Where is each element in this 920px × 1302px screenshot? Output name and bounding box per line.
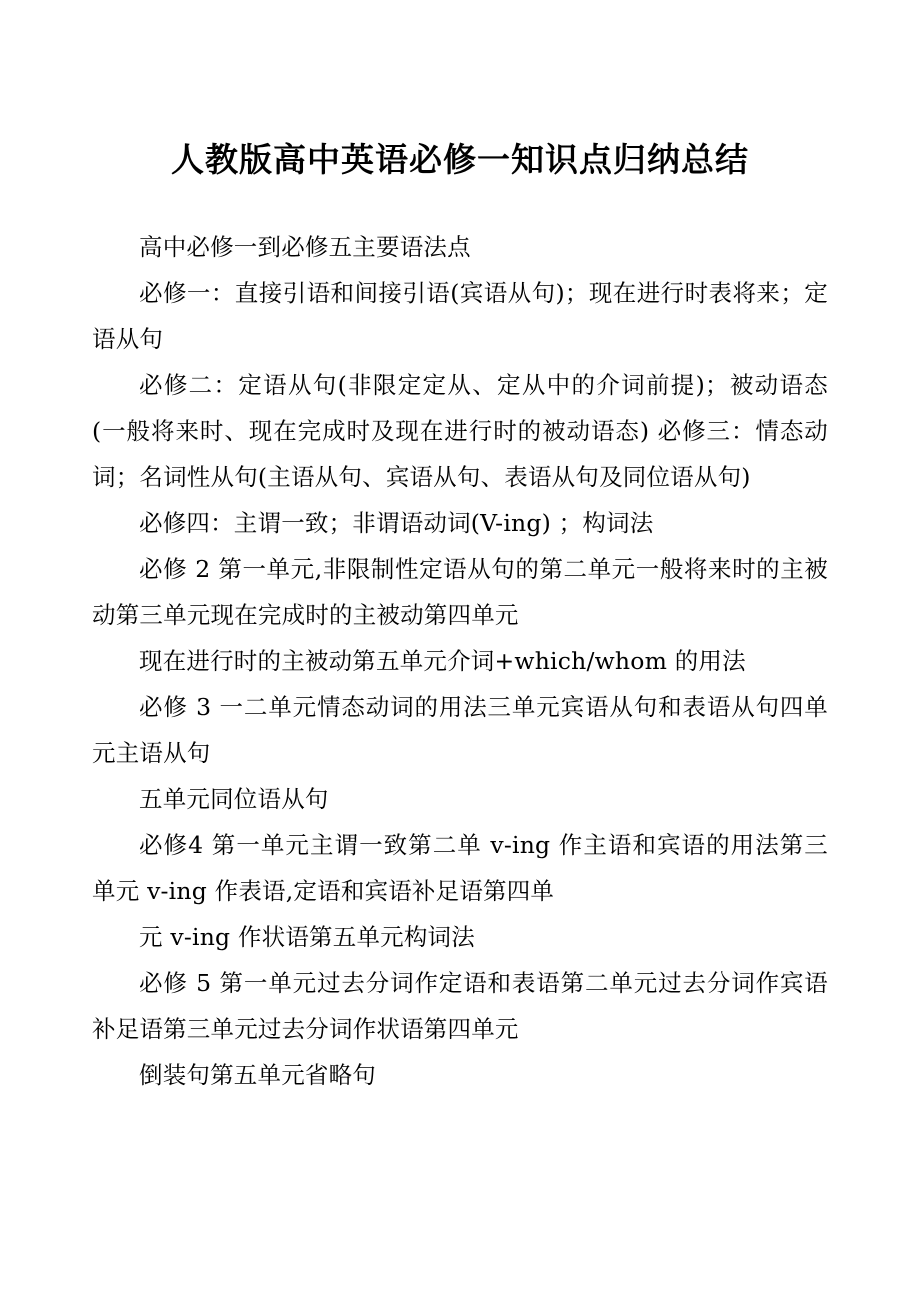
paragraph: 倒装句第五单元省略句 — [139, 1060, 376, 1089]
page-title: 人教版高中英语必修一知识点归纳总结 — [171, 140, 749, 179]
paragraph: 必修 3 一二单元情态动词的用法三单元宾语从句和表语从句四单元主语从句 — [92, 692, 828, 767]
document-body — [92, 224, 828, 1098]
paragraph: 必修 2 第一单元,非限制性定语从句的第二单元一般将来时的主被动第三单元现在完成时的主被动第四单元 — [92, 554, 828, 629]
paragraph: 元 v-ing 作状语第五单元构词法 — [139, 922, 475, 951]
paragraph: 必修二：定语从句(非限定定从、定从中的介词前提)；被动语态(一般将来时、现在完成时及现在进行时的被动语态) 必修三：情态动词；名词性从句(主语从句、宾语从句、表语从句及同位语从句) — [92, 370, 828, 491]
paragraph: 现在进行时的主被动第五单元介词+which/whom 的用法 — [139, 646, 746, 675]
paragraph: 五单元同位语从句 — [139, 784, 329, 813]
paragraph: 高中必修一到必修五主要语法点 — [139, 232, 471, 261]
paragraph: 必修一：直接引语和间接引语(宾语从句)；现在进行时表将来；定语从句 — [92, 278, 828, 353]
paragraph: 必修 5 第一单元过去分词作定语和表语第二单元过去分词作宾语补足语第三单元过去分词作状语第四单元 — [92, 968, 828, 1043]
paragraph: 必修4 第一单元主谓一致第二单 v-ing 作主语和宾语的用法第三单元 v-ing 作表语,定语和宾语补足语第四单 — [92, 830, 828, 905]
paragraph: 必修四：主谓一致；非谓语动词(V-ing) ；构词法 — [139, 508, 654, 537]
